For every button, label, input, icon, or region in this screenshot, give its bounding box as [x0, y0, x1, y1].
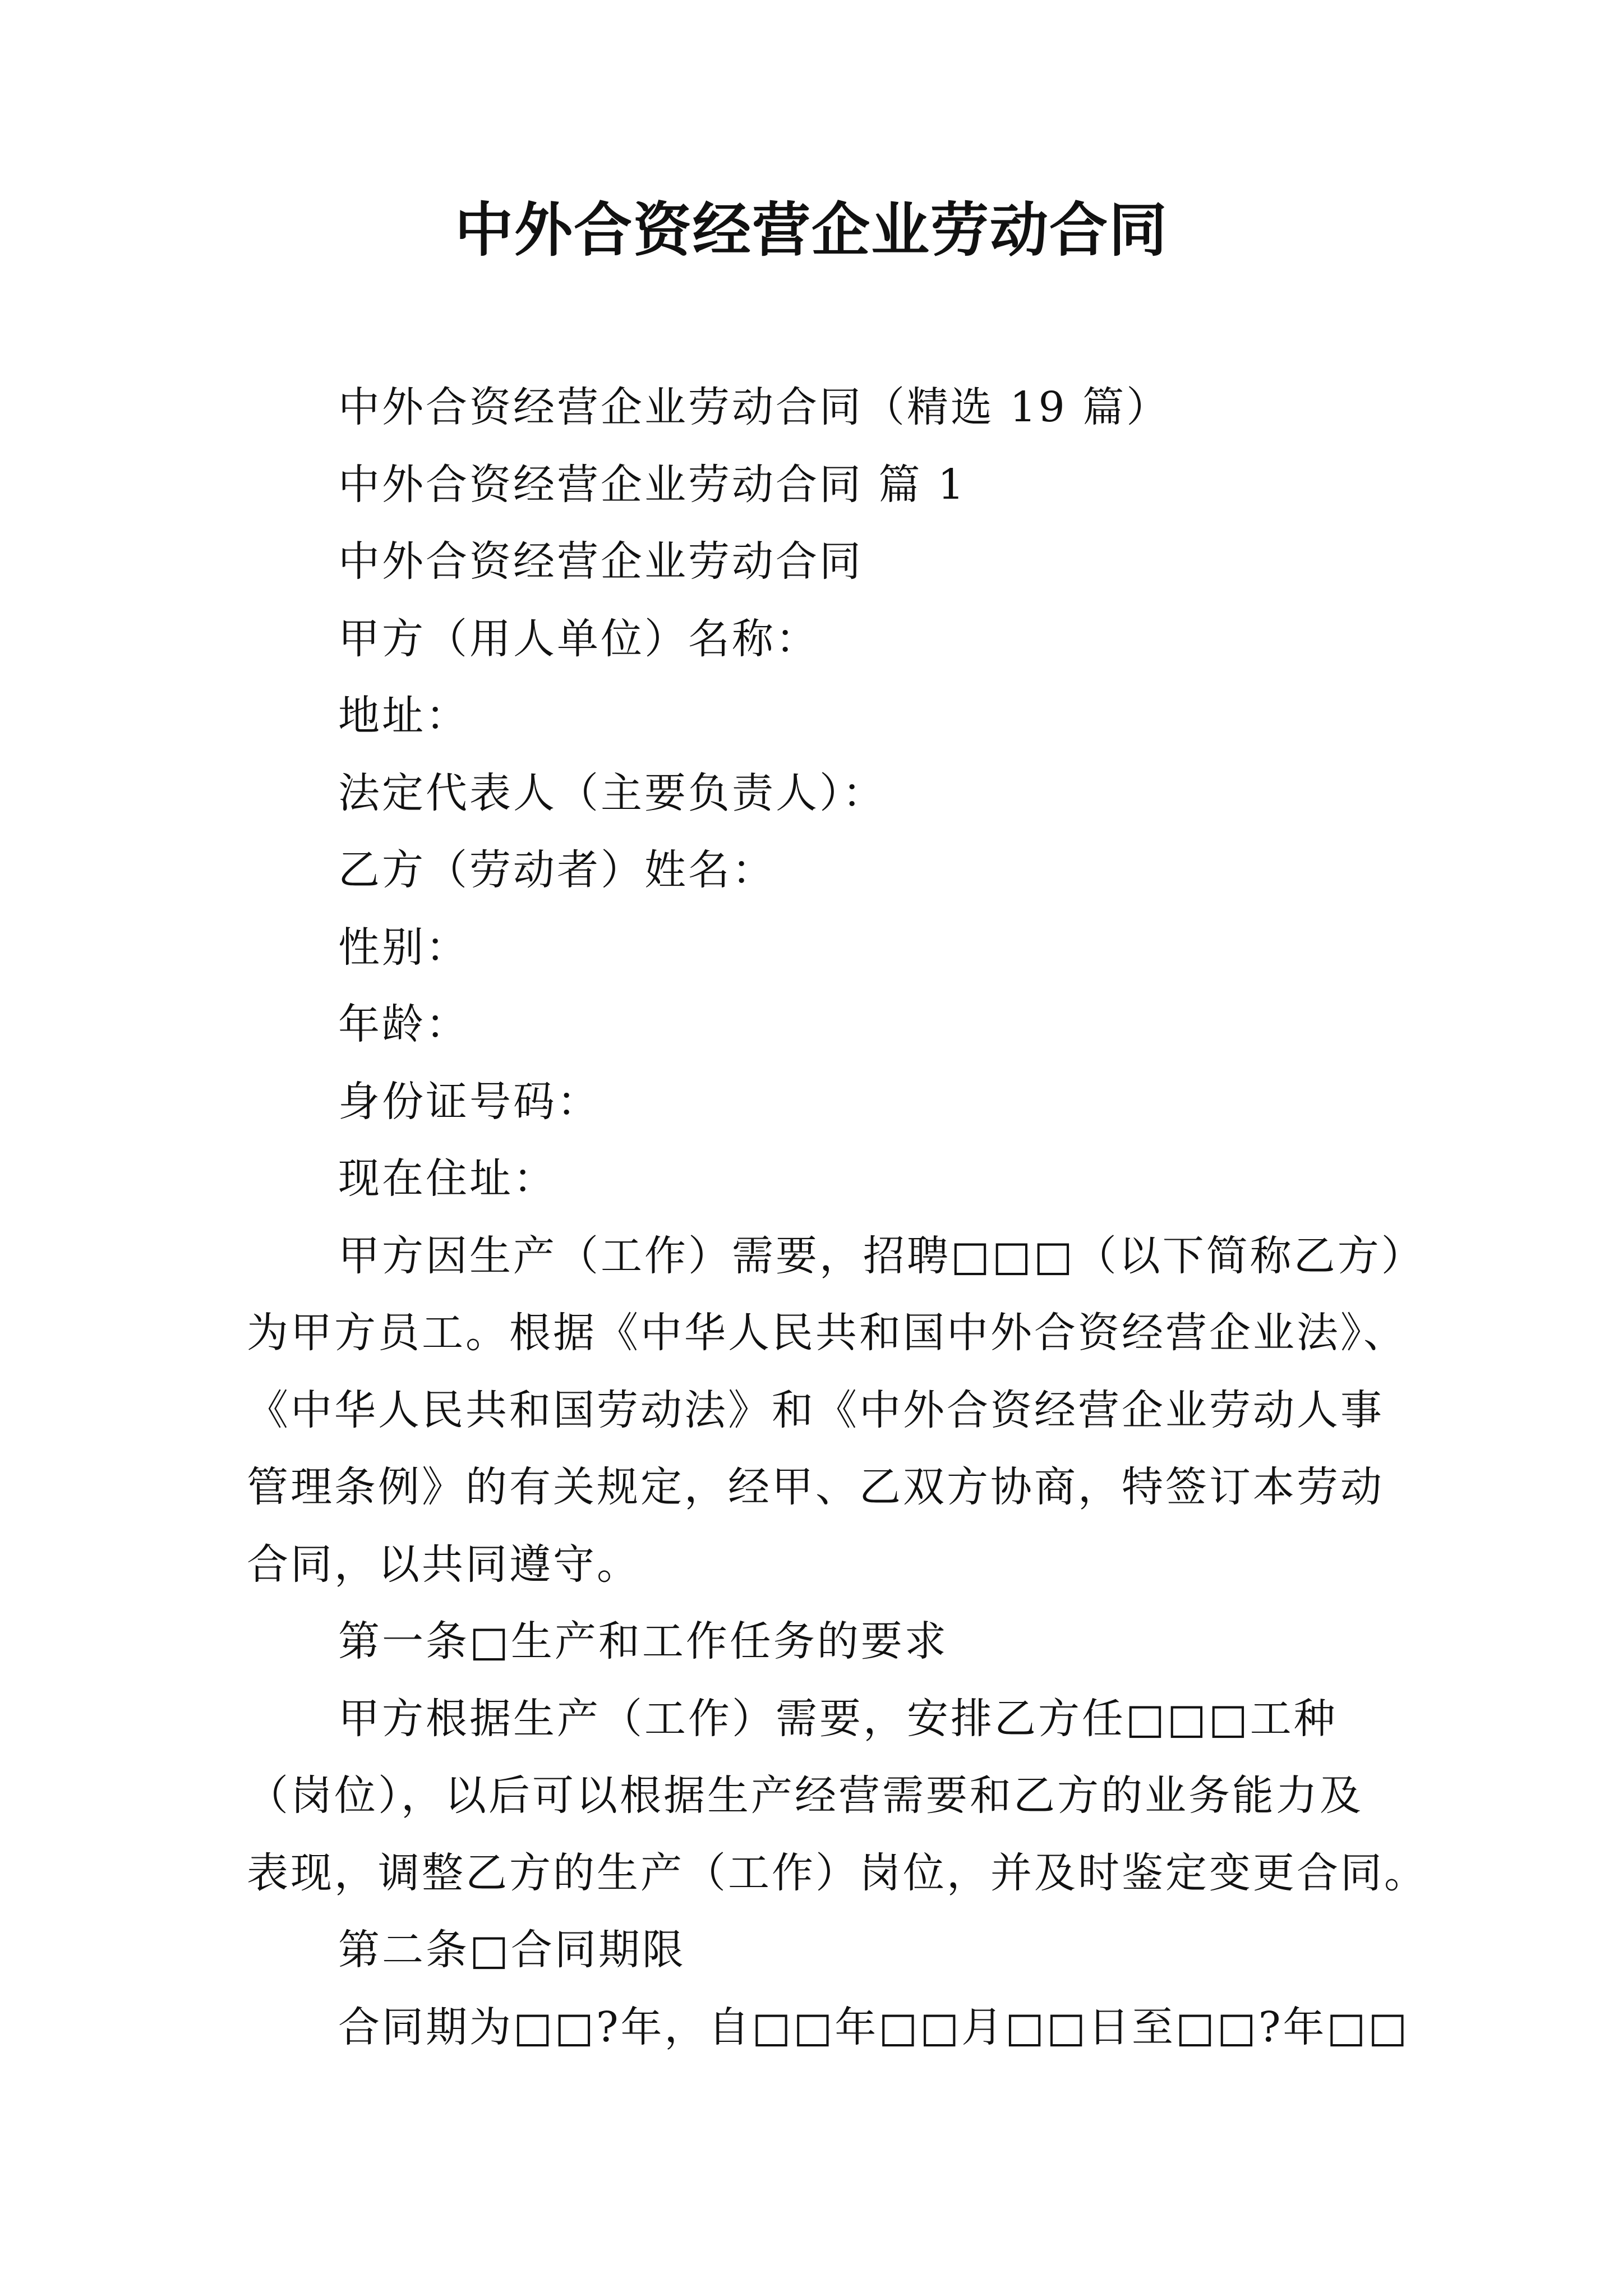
- text-line: 《中华人民共和国劳动法》和《中外合资经营企业劳动人事: [247, 1386, 1384, 1434]
- text-line: 第一条□生产和工作任务的要求: [338, 1617, 948, 1665]
- document-body: [247, 369, 1428, 2066]
- text-line: 表现，调整乙方的生产（工作）岗位，并及时鉴定变更合同。: [247, 1848, 1428, 1897]
- text-line: 地址：: [338, 692, 469, 740]
- text-line: 年龄：: [338, 1000, 469, 1048]
- document-title: 中外合资经营企业劳动合同: [454, 195, 1168, 264]
- text-line: 甲方根据生产（工作）需要，安排乙方任□□□工种: [338, 1694, 1338, 1743]
- text-line: 乙方（劳动者）姓名：: [338, 846, 776, 894]
- text-line: 甲方（用人单位）名称：: [338, 614, 819, 663]
- text-line: 性别：: [338, 923, 469, 972]
- text-line: 甲方因生产（工作）需要，招聘□□□（以下简称乙方）: [338, 1231, 1425, 1280]
- text-line: 身份证号码：: [338, 1077, 601, 1126]
- text-line: （岗位），以后可以根据生产经营需要和乙方的业务能力及: [247, 1772, 1363, 1820]
- text-line: 为甲方员工。根据《中华人民共和国中外合资经营企业法》、: [247, 1309, 1407, 1357]
- text-line: 第二条□合同期限: [338, 1926, 686, 1974]
- text-line: 合同期为□□?年，自□□年□□月□□日至□□?年□□: [338, 2003, 1410, 2051]
- text-line: 中外合资经营企业劳动合同 篇 1: [338, 460, 967, 509]
- text-line: 法定代表人（主要负责人）：: [338, 769, 886, 817]
- text-line: 管理条例》的有关规定，经甲、乙双方协商，特签订本劳动: [247, 1463, 1384, 1511]
- text-line: 中外合资经营企业劳动合同（精选 19 篇）: [338, 383, 1170, 431]
- text-line: 中外合资经营企业劳动合同: [338, 537, 863, 586]
- text-line: 现在住址：: [338, 1154, 557, 1203]
- text-line: 合同，以共同遵守。: [247, 1540, 640, 1589]
